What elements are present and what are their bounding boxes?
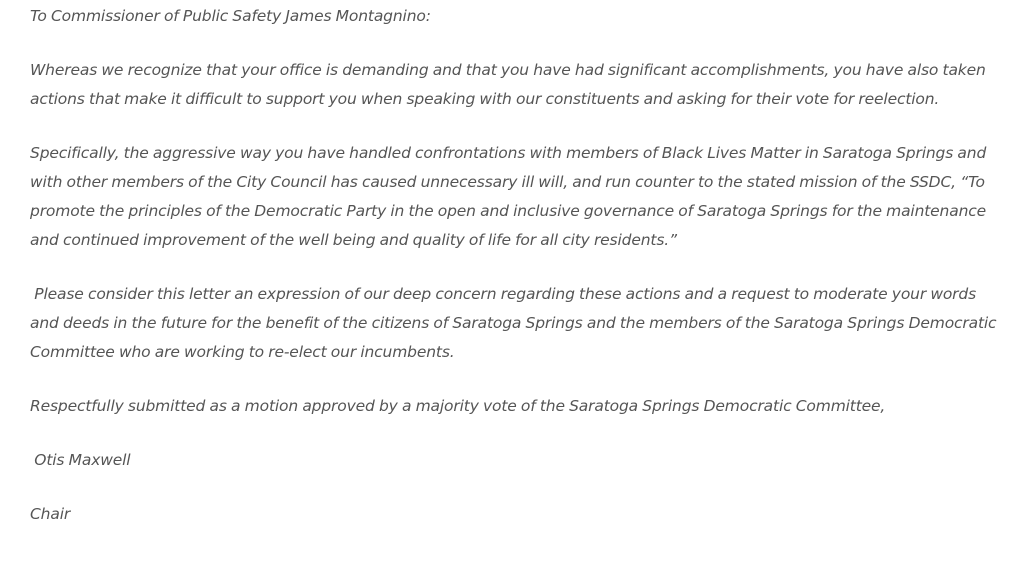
letter-paragraph-request: Please consider this letter an expression of our deep concern regarding these actions and a request to moderate your words and deeds in the future for the benefit of the citizens of Saratoga Springs and the members of the Saratoga Springs Democratic Committee who are working to re-elect our incumbents. — [30, 285, 1001, 361]
letter-paragraph-specifically: Specifically, the aggressive way you have handled confrontations with members of Black Lives Matter in Saratoga Springs and with other members of the City Council has caused unnecessary ill will, and run counter to the stated mission of the SSDC, “To promote the principles of the Democratic Party in the open and inclusive governance of Saratoga Springs for the maintenance and continued improvement of the well being and quality of life for all city residents.” — [30, 144, 987, 249]
letter-salutation: To Commissioner of Public Safety James Montagnino: — [30, 7, 431, 25]
signer-name: Otis Maxwell — [30, 451, 131, 469]
signer-title: Chair — [30, 505, 71, 523]
letter-paragraph-whereas: Whereas we recognize that your office is demanding and that you have had significant accomplishments, you have also taken actions that make it difficult to support you when speaking with our constituents and asking for their vote for reelection. — [30, 61, 986, 108]
letter-body — [30, 2, 1005, 529]
letter-closing: Respectfully submitted as a motion approved by a majority vote of the Saratoga Springs Democratic Committee, — [30, 397, 886, 415]
